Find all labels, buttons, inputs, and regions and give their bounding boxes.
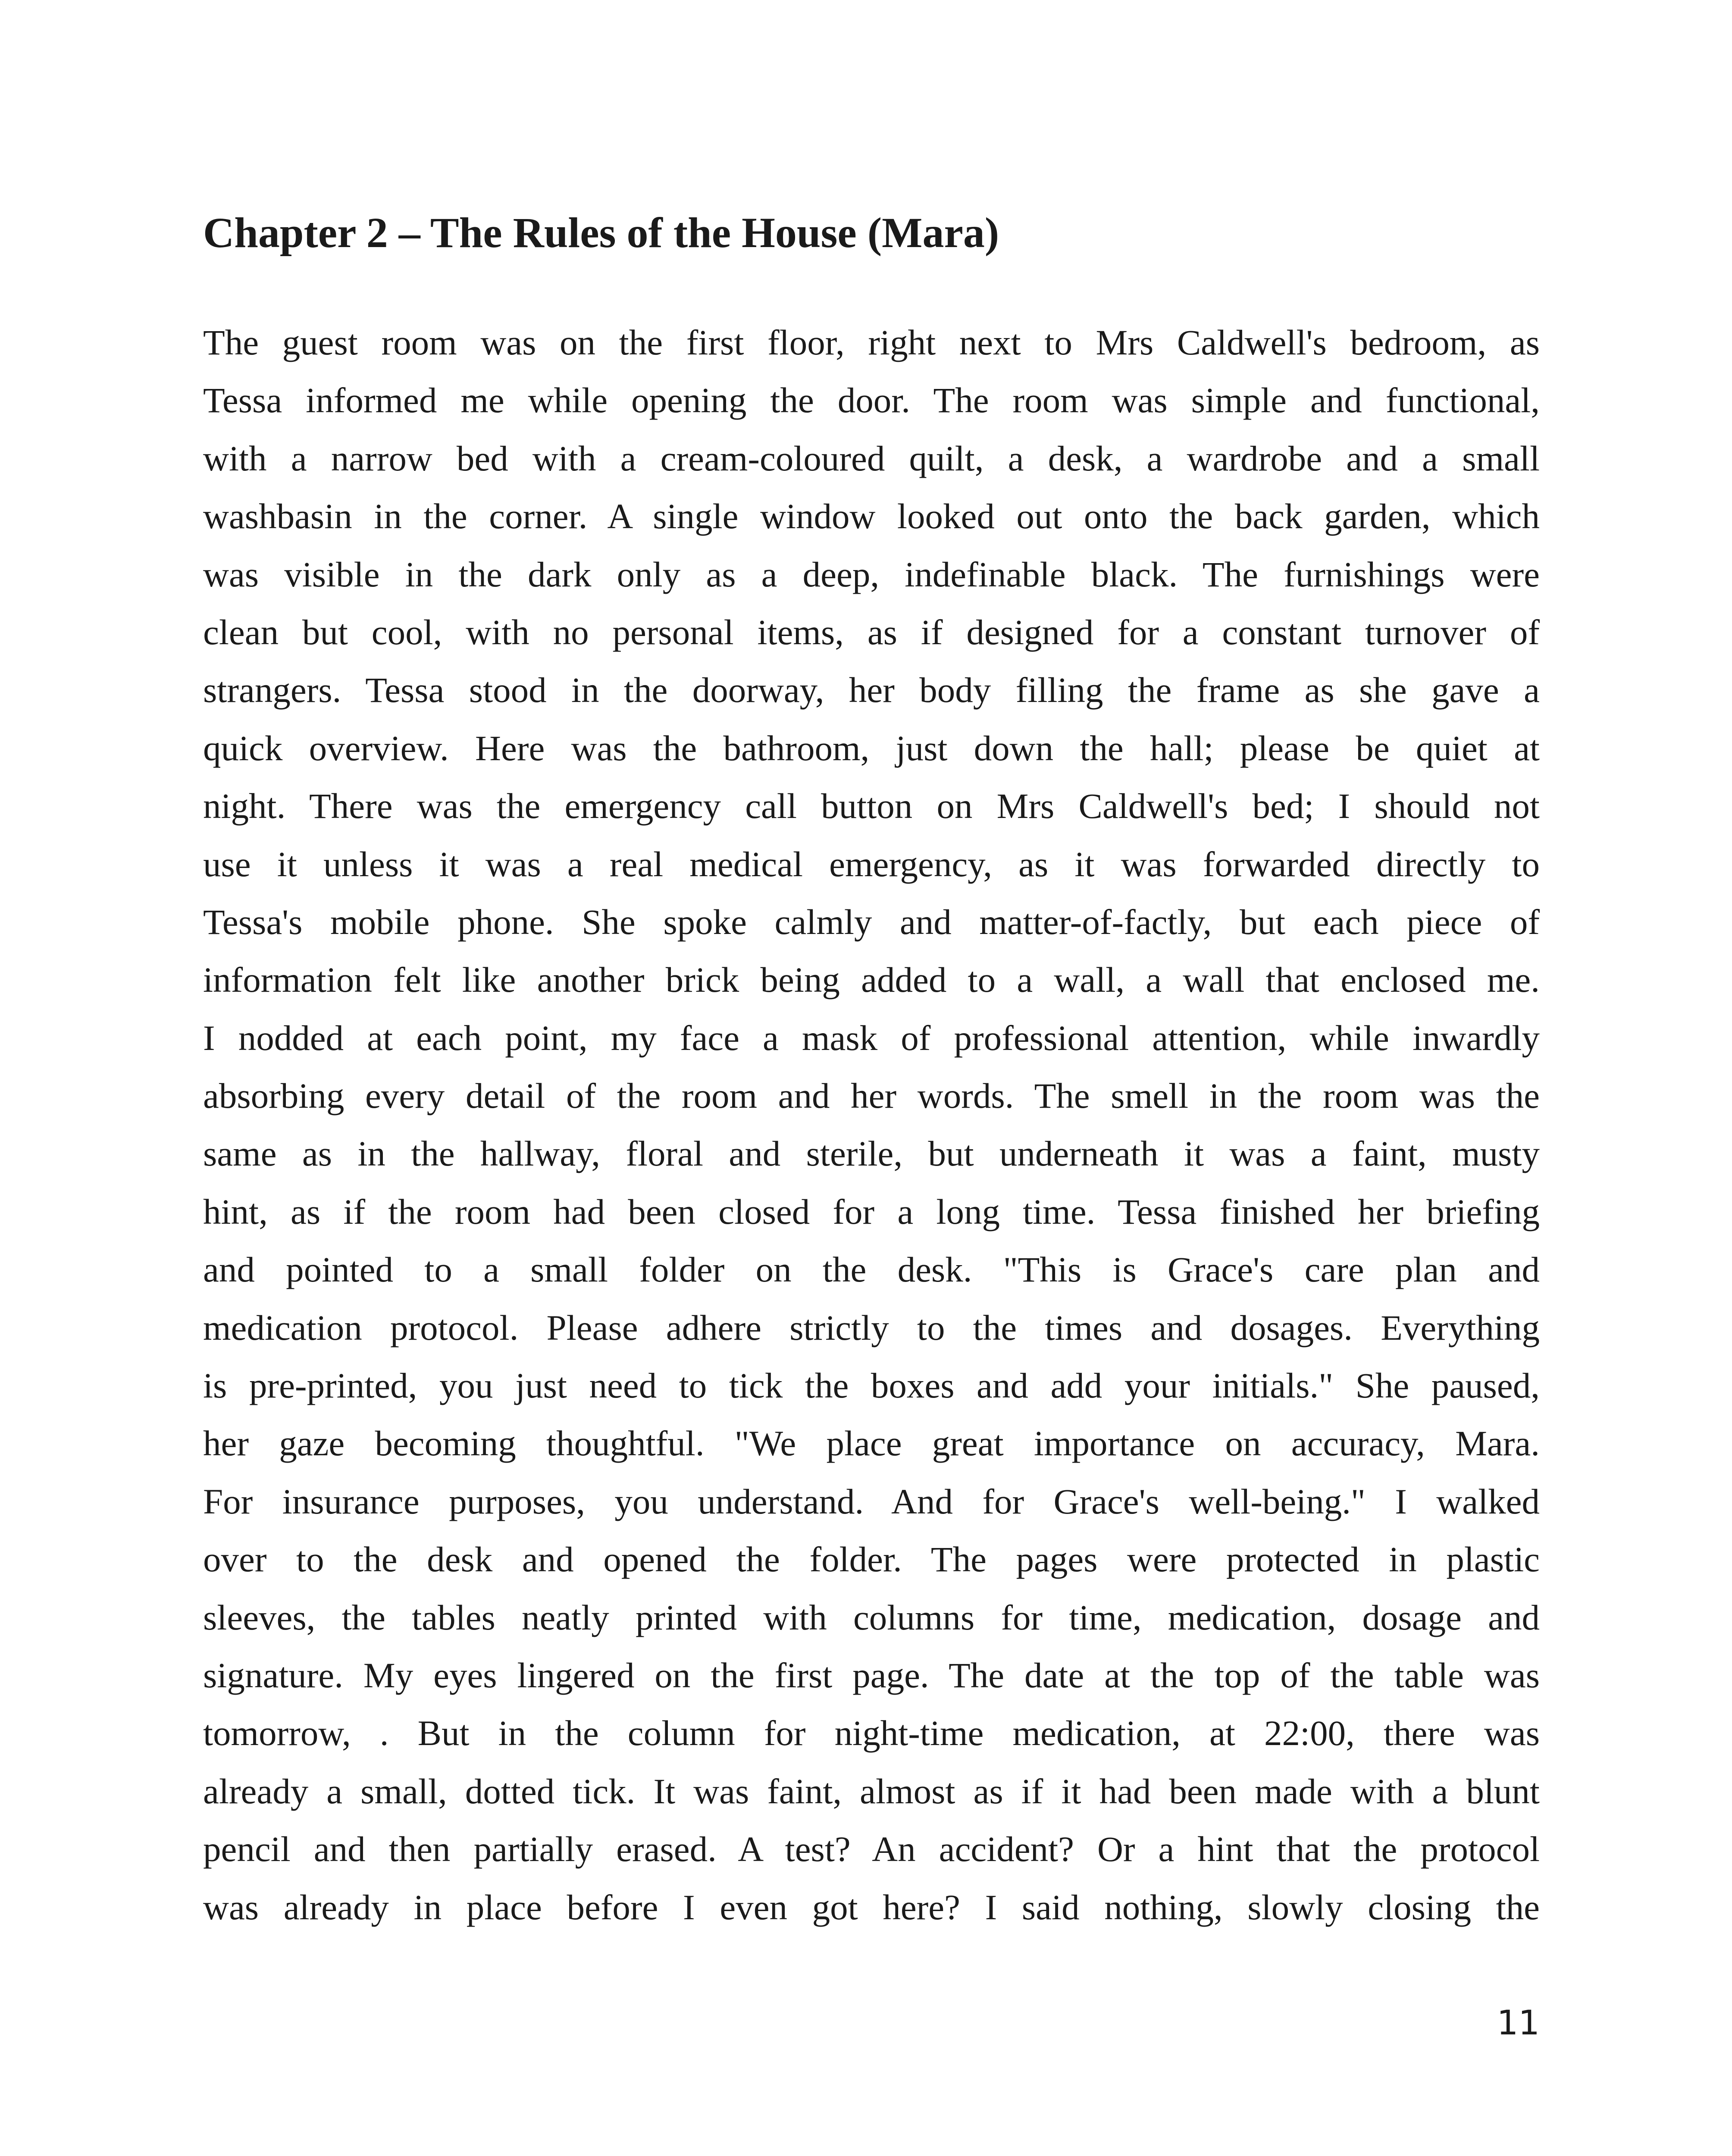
text-line: information felt like another brick being added to a wall, a wall that enclosed me. [203,960,1540,1000]
text-line: The guest room was on the first floor, right next to Mrs Caldwell's bedroom, as [203,323,1540,362]
text-line: already a small, dotted tick. It was faint, almost as if it had been made with a blunt [203,1771,1540,1811]
text-line: was visible in the dark only as a deep, indefinable black. The furnishings were [203,554,1540,594]
text-line: sleeves, the tables neatly printed with columns for time, medication, dosage and [203,1597,1540,1637]
page-number: 11 [1497,2004,1540,2043]
text-line: Tessa's mobile phone. She spoke calmly and matter-of-factly, but each piece of [203,902,1540,942]
text-line: quick overview. Here was the bathroom, just down the hall; please be quiet at [203,728,1540,768]
text-line: same as in the hallway, floral and sterile, but underneath it was a faint, musty [203,1134,1540,1174]
text-line: was already in place before I even got here? I said nothing, slowly closing the [203,1887,1540,1927]
text-line: use it unless it was a real medical emergency, as it was forwarded directly to [203,844,1540,884]
chapter-title: Chapter 2 – The Rules of the House (Mara) [203,209,999,257]
text-line: is pre-printed, you just need to tick the boxes and add your initials." She paused, [203,1366,1540,1406]
text-line: I nodded at each point, my face a mask of professional attention, while inwardly [203,1018,1540,1058]
text-line: over to the desk and opened the folder. The pages were protected in plastic [203,1539,1540,1579]
text-line: her gaze becoming thoughtful. "We place great importance on accuracy, Mara. [203,1423,1540,1463]
body-text [203,313,1540,1936]
text-line: tomorrow, . But in the column for night-time medication, at 22:00, there was [203,1713,1540,1753]
text-line: absorbing every detail of the room and her words. The smell in the room was the [203,1076,1540,1116]
text-line: with a narrow bed with a cream-coloured quilt, a desk, a wardrobe and a small [203,438,1540,478]
text-line: signature. My eyes lingered on the first page. The date at the top of the table was [203,1655,1540,1695]
text-line: For insurance purposes, you understand. And for Grace's well-being." I walked [203,1481,1540,1521]
text-line: washbasin in the corner. A single window looked out onto the back garden, which [203,496,1540,536]
text-line: night. There was the emergency call button on Mrs Caldwell's bed; I should not [203,786,1540,826]
text-line: Tessa informed me while opening the door. The room was simple and functional, [203,380,1540,420]
text-line: clean but cool, with no personal items, as if designed for a constant turnover of [203,612,1540,652]
text-line: and pointed to a small folder on the desk. "This is Grace's care plan and [203,1250,1540,1290]
text-line: strangers. Tessa stood in the doorway, her body filling the frame as she gave a [203,670,1540,710]
text-line: medication protocol. Please adhere strictly to the times and dosages. Everything [203,1307,1540,1348]
text-line: pencil and then partially erased. A test? An accident? Or a hint that the protocol [203,1829,1540,1869]
text-line: hint, as if the room had been closed for a long time. Tessa finished her briefing [203,1191,1540,1232]
